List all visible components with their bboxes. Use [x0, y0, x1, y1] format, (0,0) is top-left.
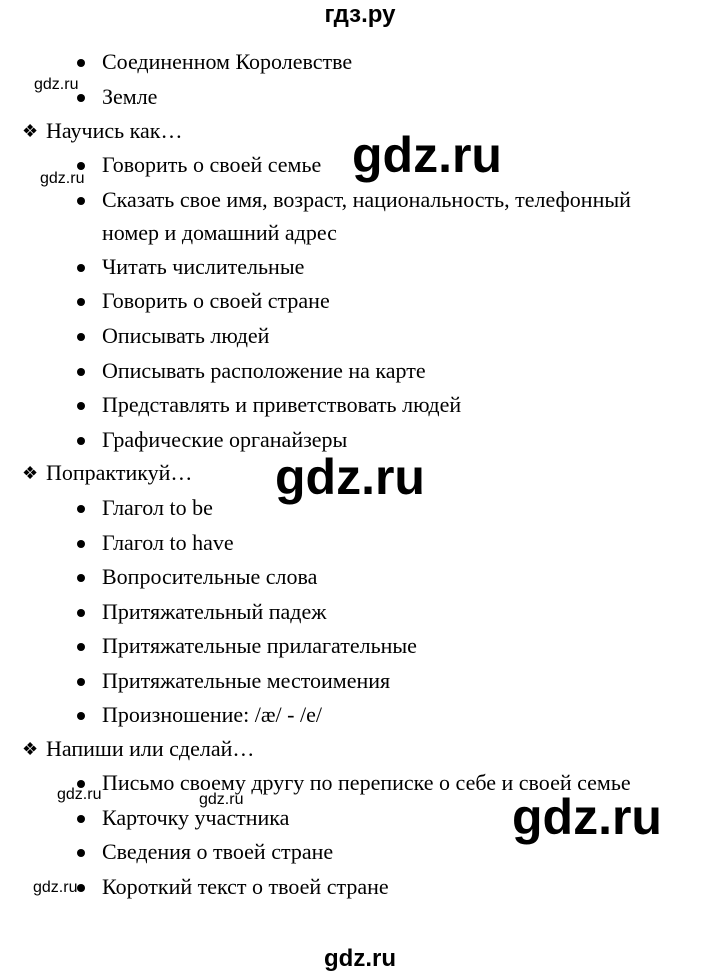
list-item: Вопросительные слова: [102, 564, 318, 589]
bullet: [77, 368, 85, 376]
list-item: Глагол to have: [102, 530, 234, 555]
bullet: [77, 712, 85, 720]
list-item: Глагол to be: [102, 495, 213, 520]
bullet: [77, 815, 85, 823]
list-item: Произношение: /æ/ - /e/: [102, 702, 322, 727]
bullet: [77, 59, 85, 67]
bullet: [77, 197, 85, 205]
list-item: Читать числительные: [102, 254, 305, 279]
section-diamond-icon: ❖: [22, 463, 39, 483]
watermark-big: gdz.ru: [352, 127, 502, 183]
site-header: гдз.ру: [324, 1, 396, 28]
site-footer: gdz.ru: [324, 945, 396, 972]
section-title: Напиши или сделай…: [46, 736, 255, 761]
bullet: [77, 849, 85, 857]
list-item-continuation: номер и домашний адрес: [102, 220, 337, 245]
section-title: Научись как…: [46, 118, 183, 143]
bullet: [77, 540, 85, 548]
list-item: Описывать расположение на карте: [102, 358, 426, 383]
list-item: Соединенном Королевстве: [102, 49, 353, 74]
bullet: [77, 437, 85, 445]
bullet: [77, 162, 85, 170]
bullet: [77, 609, 85, 617]
watermark-small: gdz.ru: [199, 791, 244, 808]
list-item: Притяжательный падеж: [102, 599, 327, 624]
list-item: Короткий текст о твоей стране: [102, 874, 389, 899]
list-item: Земле: [102, 84, 158, 109]
watermark-big: gdz.ru: [275, 449, 425, 505]
watermark-small: gdz.ru: [34, 76, 79, 93]
watermark-small: gdz.ru: [57, 786, 102, 803]
list-item: Письмо своему другу по переписке о себе и своей семье: [102, 770, 631, 795]
bullet: [77, 643, 85, 651]
watermark-big: gdz.ru: [512, 789, 662, 845]
list-item: Карточку участника: [102, 805, 290, 830]
bullet: [77, 884, 85, 892]
watermark-small: gdz.ru: [33, 879, 78, 896]
list-item: Притяжательные прилагательные: [102, 633, 417, 658]
list-item: Сказать свое имя, возраст, национальность, телефонный: [102, 187, 631, 212]
section-diamond-icon: ❖: [22, 121, 39, 141]
bullet: [77, 402, 85, 410]
bullet: [77, 298, 85, 306]
list-item: Описывать людей: [102, 323, 270, 348]
list-item: Сведения о твоей стране: [102, 839, 334, 864]
bullet: [77, 264, 85, 272]
list-item: Притяжательные местоимения: [102, 668, 391, 693]
bullet: [77, 574, 85, 582]
section-title: Попрактикуй…: [46, 460, 193, 485]
bullet: [77, 333, 85, 341]
list-item: Графические органайзеры: [102, 427, 348, 452]
section-diamond-icon: ❖: [22, 739, 39, 759]
list-item: Говорить о своей стране: [102, 288, 330, 313]
list-item: Говорить о своей семье: [102, 152, 322, 177]
list-item: Представлять и приветствовать людей: [102, 392, 462, 417]
watermark-small: gdz.ru: [40, 170, 85, 187]
bullet: [77, 94, 85, 102]
bullet: [77, 678, 85, 686]
bullet: [77, 505, 85, 513]
